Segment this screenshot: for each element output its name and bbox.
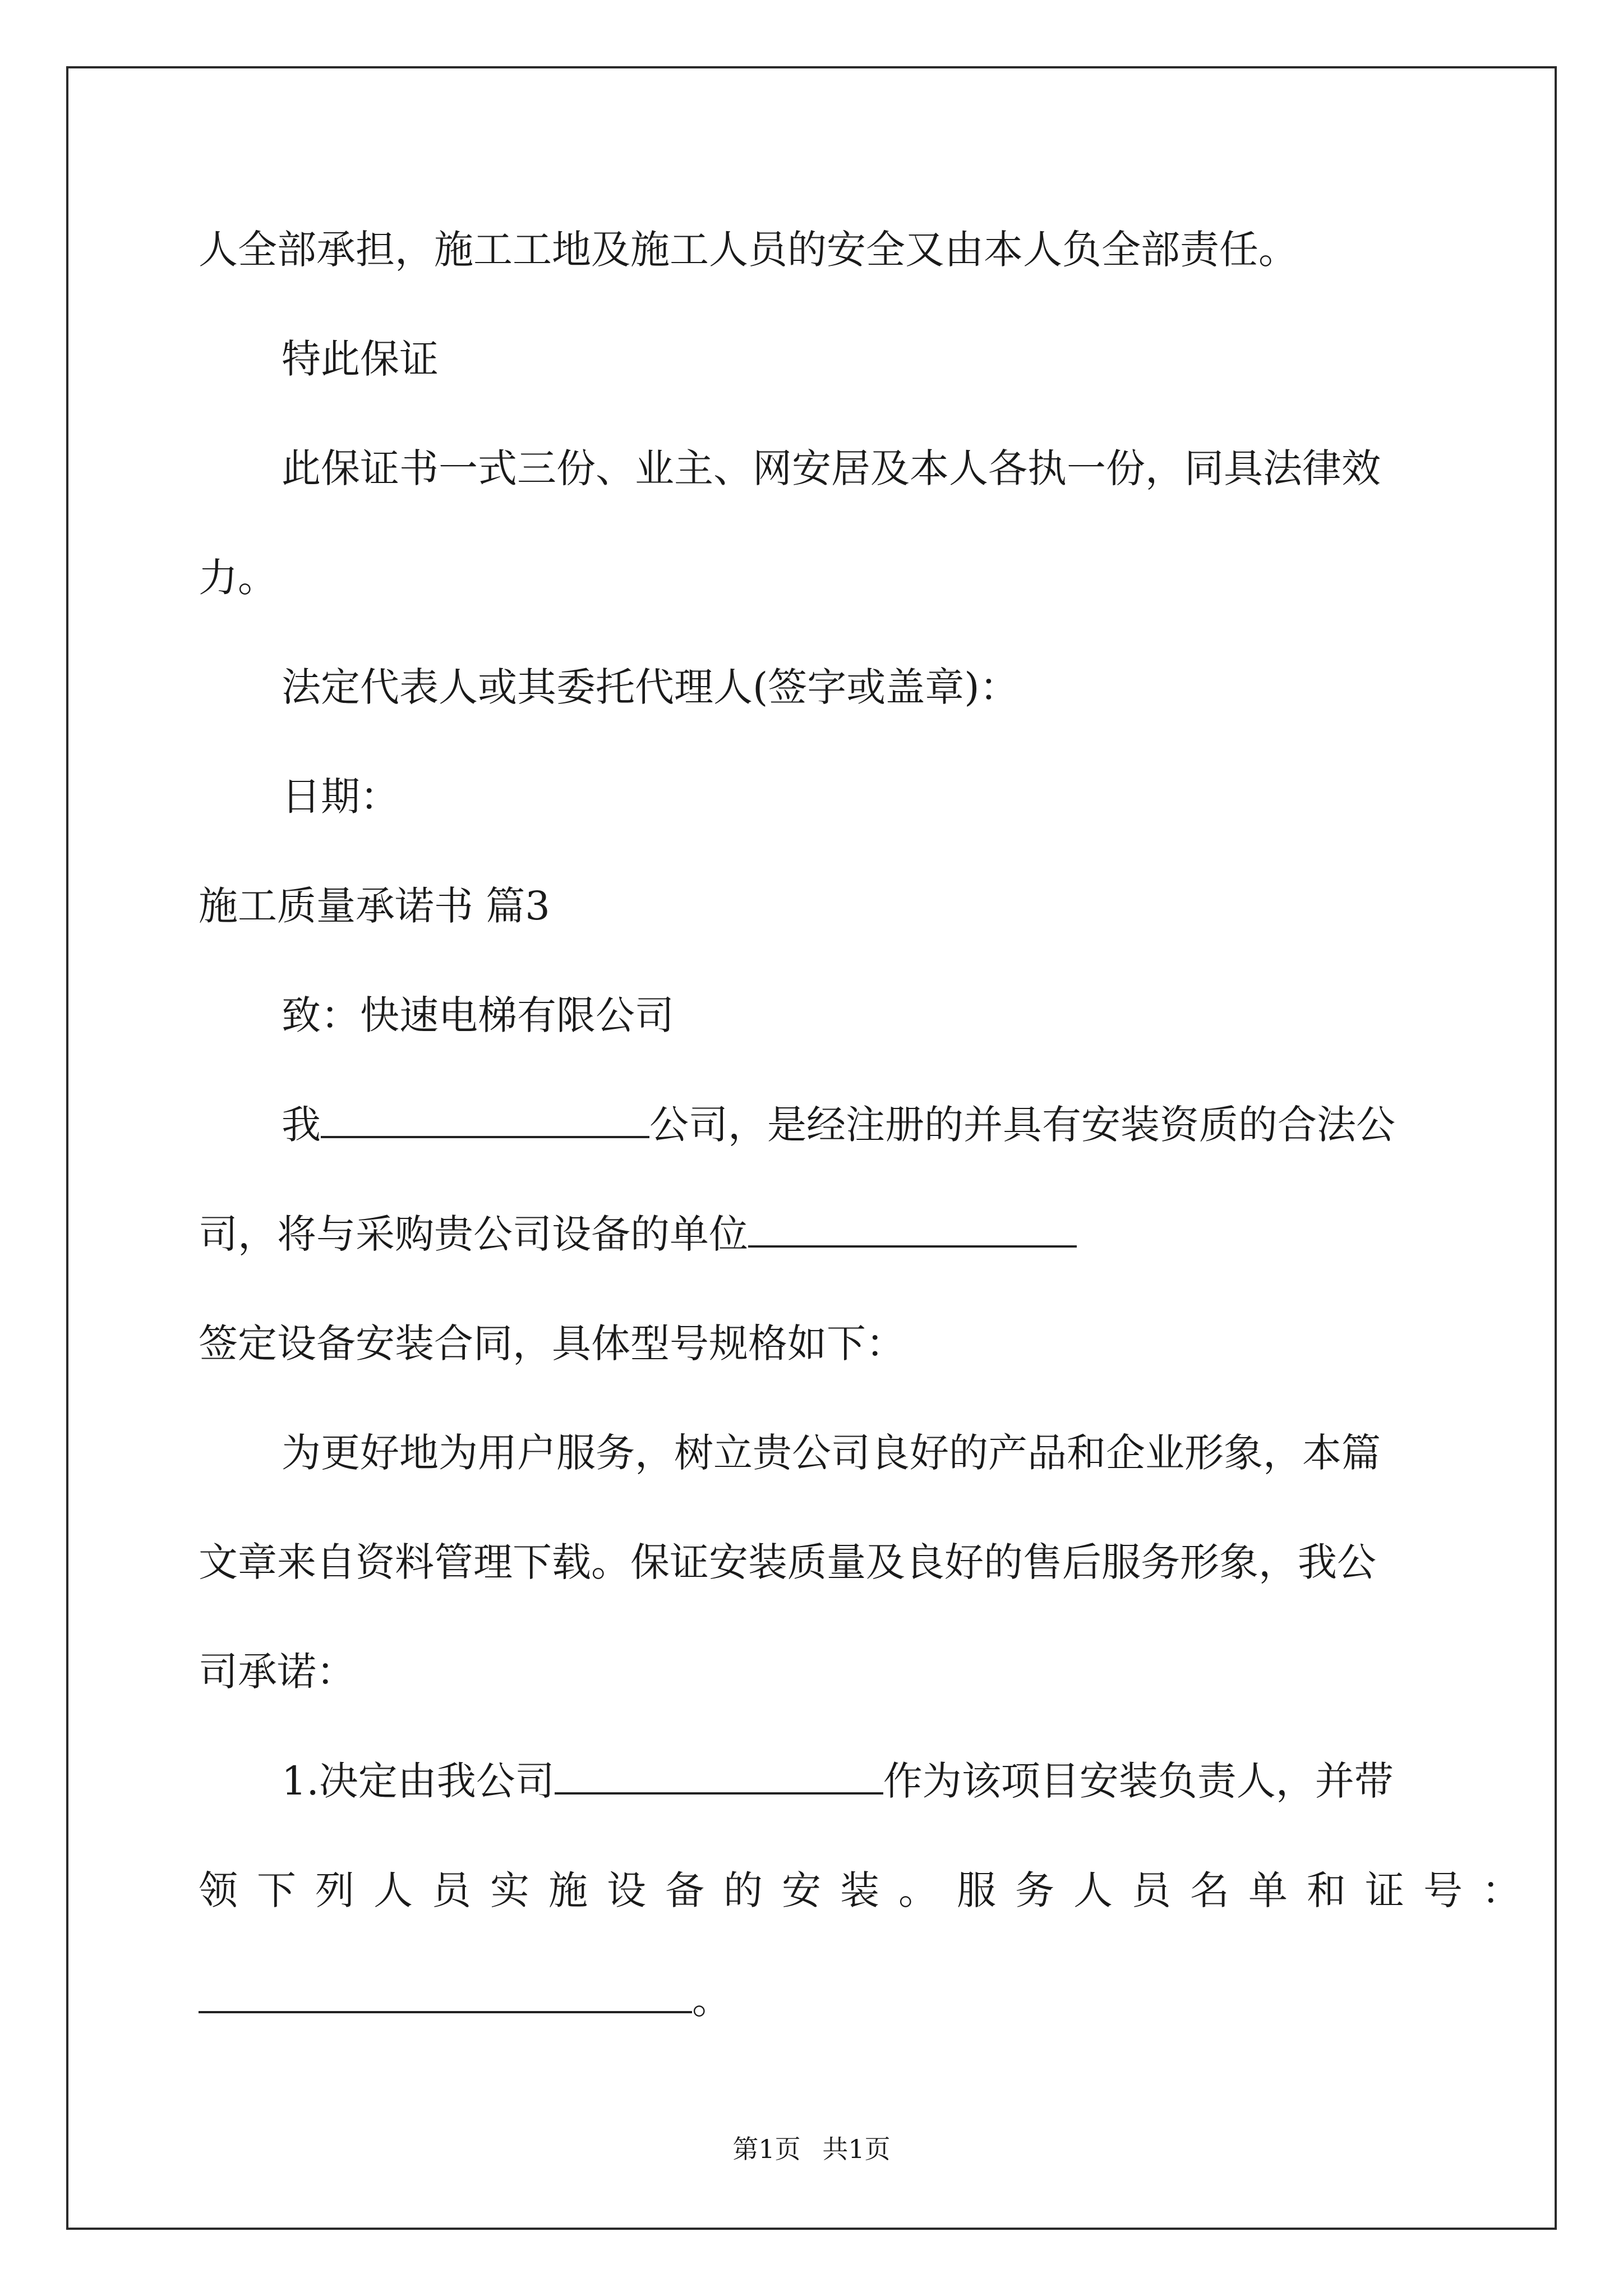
paragraph-line: 致：快速电梯有限公司 bbox=[282, 992, 674, 1038]
text-fragment: 我 bbox=[282, 1102, 321, 1148]
page-number-total: 共1页 bbox=[822, 2134, 891, 2164]
paragraph-line: 文章来自资料管理下载。保证安装质量及良好的售后服务形象，我公 bbox=[199, 1539, 1376, 1585]
text-fragment: 。 bbox=[692, 1977, 731, 2023]
paragraph-line: 法定代表人或其委托代理人(签字或盖章)： bbox=[282, 664, 1019, 710]
paragraph-line: 力。 bbox=[199, 555, 277, 601]
paragraph-line bbox=[199, 1211, 1077, 1257]
text-fragment: 公司，是经注册的并具有安装资质的合法公 bbox=[649, 1102, 1395, 1148]
fill-in-blank bbox=[199, 1982, 692, 2013]
text-fragment: 司，将与采购贵公司设备的单位 bbox=[199, 1211, 748, 1257]
paragraph-line: 人全部承担，施工工地及施工人员的安全又由本人负全部责任。 bbox=[199, 227, 1298, 273]
paragraph-line: 为更好地为用户服务，树立贵公司良好的产品和企业形象，本篇 bbox=[282, 1430, 1381, 1476]
paragraph-line bbox=[199, 1977, 731, 2023]
paragraph-line: 领下列人员实施设备的安装。服务人员名单和证号： bbox=[199, 1867, 1540, 1913]
page-footer bbox=[0, 2136, 1623, 2162]
text-fragment: 作为该项目安装负责人，并带 bbox=[883, 1758, 1394, 1804]
fill-in-blank bbox=[555, 1763, 883, 1795]
fill-in-blank bbox=[321, 1107, 649, 1138]
paragraph-line: 日期： bbox=[282, 774, 399, 820]
paragraph-line bbox=[282, 1102, 1395, 1148]
paragraph-line: 此保证书一式三份、业主、网安居及本人各执一份，同具法律效 bbox=[282, 445, 1381, 491]
page-number-current: 第1页 bbox=[732, 2134, 801, 2164]
paragraph-line bbox=[282, 1758, 1394, 1804]
paragraph-line: 司承诺： bbox=[199, 1649, 356, 1695]
fill-in-blank bbox=[748, 1216, 1077, 1248]
paragraph-line: 签定设备安装合同，具体型号规格如下： bbox=[199, 1320, 905, 1366]
paragraph-line: 特此保证 bbox=[282, 336, 439, 382]
section-heading: 施工质量承诺书 篇3 bbox=[199, 883, 550, 929]
text-fragment: 1.决定由我公司 bbox=[282, 1758, 555, 1804]
